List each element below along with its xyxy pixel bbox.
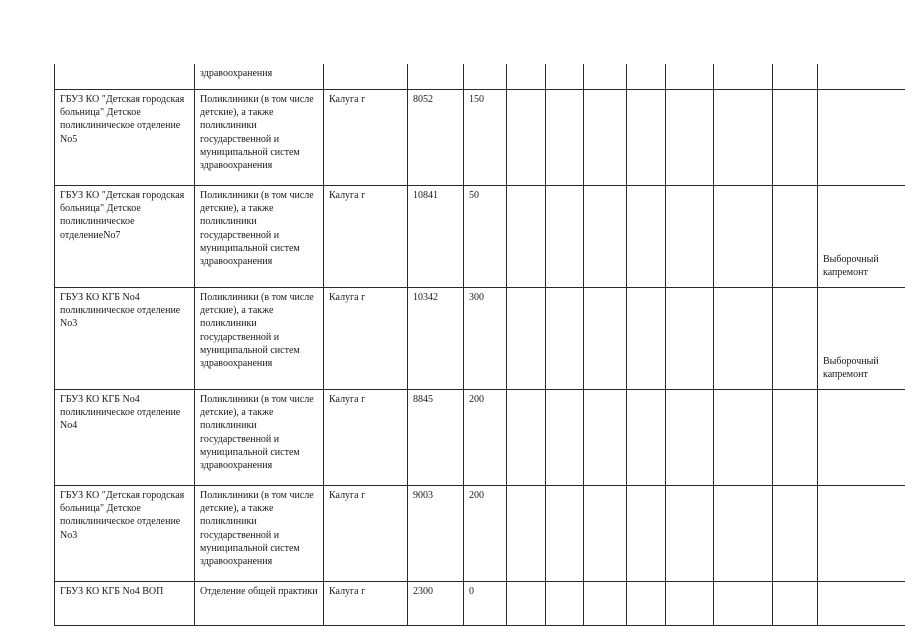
note-cell xyxy=(818,64,905,90)
empty-cell xyxy=(714,390,773,486)
visits-cell: 200 xyxy=(464,390,507,486)
empty-cell xyxy=(627,186,666,288)
empty-cell xyxy=(627,288,666,390)
facility-type-cell: Поликлиники (в том числе детские), а также поликлиники государственной и муниципальной систем здравоохранения xyxy=(195,390,324,486)
empty-cell xyxy=(714,186,773,288)
visits-cell: 0 xyxy=(464,582,507,626)
empty-cell xyxy=(627,90,666,186)
capacity-cell: 10342 xyxy=(408,288,464,390)
empty-cell xyxy=(546,186,584,288)
facility-type-cell: Поликлиники (в том числе детские), а также поликлиники государственной и муниципальной систем здравоохранения xyxy=(195,486,324,582)
capacity-cell: 8845 xyxy=(408,390,464,486)
empty-cell xyxy=(666,582,714,626)
empty-cell xyxy=(714,288,773,390)
empty-cell xyxy=(773,288,818,390)
empty-cell xyxy=(507,186,546,288)
table-row xyxy=(55,486,905,582)
empty-cell xyxy=(507,486,546,582)
visits-cell: 200 xyxy=(464,486,507,582)
empty-cell xyxy=(546,90,584,186)
facility-name-cell: ГБУЗ КО КГБ No4 поликлиническое отделение No4 xyxy=(55,390,195,486)
empty-cell xyxy=(666,486,714,582)
empty-cell xyxy=(773,64,818,90)
empty-cell xyxy=(546,582,584,626)
empty-cell xyxy=(584,582,627,626)
table-row xyxy=(55,90,905,186)
empty-cell xyxy=(584,390,627,486)
empty-cell xyxy=(507,64,546,90)
table-row xyxy=(55,64,905,90)
visits-cell: 150 xyxy=(464,90,507,186)
capacity-cell: 8052 xyxy=(408,90,464,186)
empty-cell xyxy=(507,390,546,486)
city-cell: Калуга г xyxy=(324,390,408,486)
empty-cell xyxy=(773,390,818,486)
facility-name-cell: ГБУЗ КО "Детская городская больница" Детское поликлиническое отделениеNo7 xyxy=(55,186,195,288)
empty-cell xyxy=(584,288,627,390)
city-cell: Калуга г xyxy=(324,90,408,186)
visits-cell xyxy=(464,64,507,90)
table-row xyxy=(55,186,905,288)
empty-cell xyxy=(714,90,773,186)
facility-type-cell: здравоохранения xyxy=(195,64,324,90)
city-cell: Калуга г xyxy=(324,288,408,390)
table-row xyxy=(55,582,905,626)
note-cell: Выборочный капремонт xyxy=(818,186,905,288)
facility-name-cell: ГБУЗ КО "Детская городская больница" Детское поликлиническое отделение No3 xyxy=(55,486,195,582)
capacity-cell: 2300 xyxy=(408,582,464,626)
empty-cell xyxy=(714,582,773,626)
empty-cell xyxy=(584,486,627,582)
city-cell xyxy=(324,64,408,90)
facility-type-cell: Поликлиники (в том числе детские), а также поликлиники государственной и муниципальной систем здравоохранения xyxy=(195,288,324,390)
note-cell: Выборочный капремонт xyxy=(818,288,905,390)
empty-cell xyxy=(773,486,818,582)
empty-cell xyxy=(666,390,714,486)
empty-cell xyxy=(627,486,666,582)
empty-cell xyxy=(627,582,666,626)
empty-cell xyxy=(773,186,818,288)
empty-cell xyxy=(584,64,627,90)
facility-name-cell xyxy=(55,64,195,90)
empty-cell xyxy=(546,64,584,90)
empty-cell xyxy=(666,90,714,186)
empty-cell xyxy=(714,486,773,582)
empty-cell xyxy=(666,186,714,288)
empty-cell xyxy=(666,64,714,90)
note-cell xyxy=(818,90,905,186)
facilities-table xyxy=(54,64,905,626)
capacity-cell: 9003 xyxy=(408,486,464,582)
facility-type-cell: Поликлиники (в том числе детские), а также поликлиники государственной и муниципальной систем здравоохранения xyxy=(195,186,324,288)
visits-cell: 300 xyxy=(464,288,507,390)
empty-cell xyxy=(584,186,627,288)
facility-type-cell: Отделение общей практики xyxy=(195,582,324,626)
empty-cell xyxy=(773,90,818,186)
facility-name-cell: ГБУЗ КО КГБ No4 ВОП xyxy=(55,582,195,626)
empty-cell xyxy=(507,288,546,390)
city-cell: Калуга г xyxy=(324,582,408,626)
facility-name-cell: ГБУЗ КО КГБ No4 поликлиническое отделение No3 xyxy=(55,288,195,390)
empty-cell xyxy=(773,582,818,626)
city-cell: Калуга г xyxy=(324,186,408,288)
city-cell: Калуга г xyxy=(324,486,408,582)
empty-cell xyxy=(584,90,627,186)
capacity-cell xyxy=(408,64,464,90)
empty-cell xyxy=(666,288,714,390)
note-cell xyxy=(818,486,905,582)
table-row xyxy=(55,288,905,390)
facility-name-cell: ГБУЗ КО "Детская городская больница" Детское поликлиническое отделение No5 xyxy=(55,90,195,186)
note-cell xyxy=(818,390,905,486)
capacity-cell: 10841 xyxy=(408,186,464,288)
empty-cell xyxy=(507,90,546,186)
empty-cell xyxy=(627,390,666,486)
empty-cell xyxy=(507,582,546,626)
facility-type-cell: Поликлиники (в том числе детские), а также поликлиники государственной и муниципальной систем здравоохранения xyxy=(195,90,324,186)
empty-cell xyxy=(627,64,666,90)
table-row xyxy=(55,390,905,486)
empty-cell xyxy=(546,486,584,582)
empty-cell xyxy=(714,64,773,90)
note-cell xyxy=(818,582,905,626)
empty-cell xyxy=(546,390,584,486)
empty-cell xyxy=(546,288,584,390)
visits-cell: 50 xyxy=(464,186,507,288)
